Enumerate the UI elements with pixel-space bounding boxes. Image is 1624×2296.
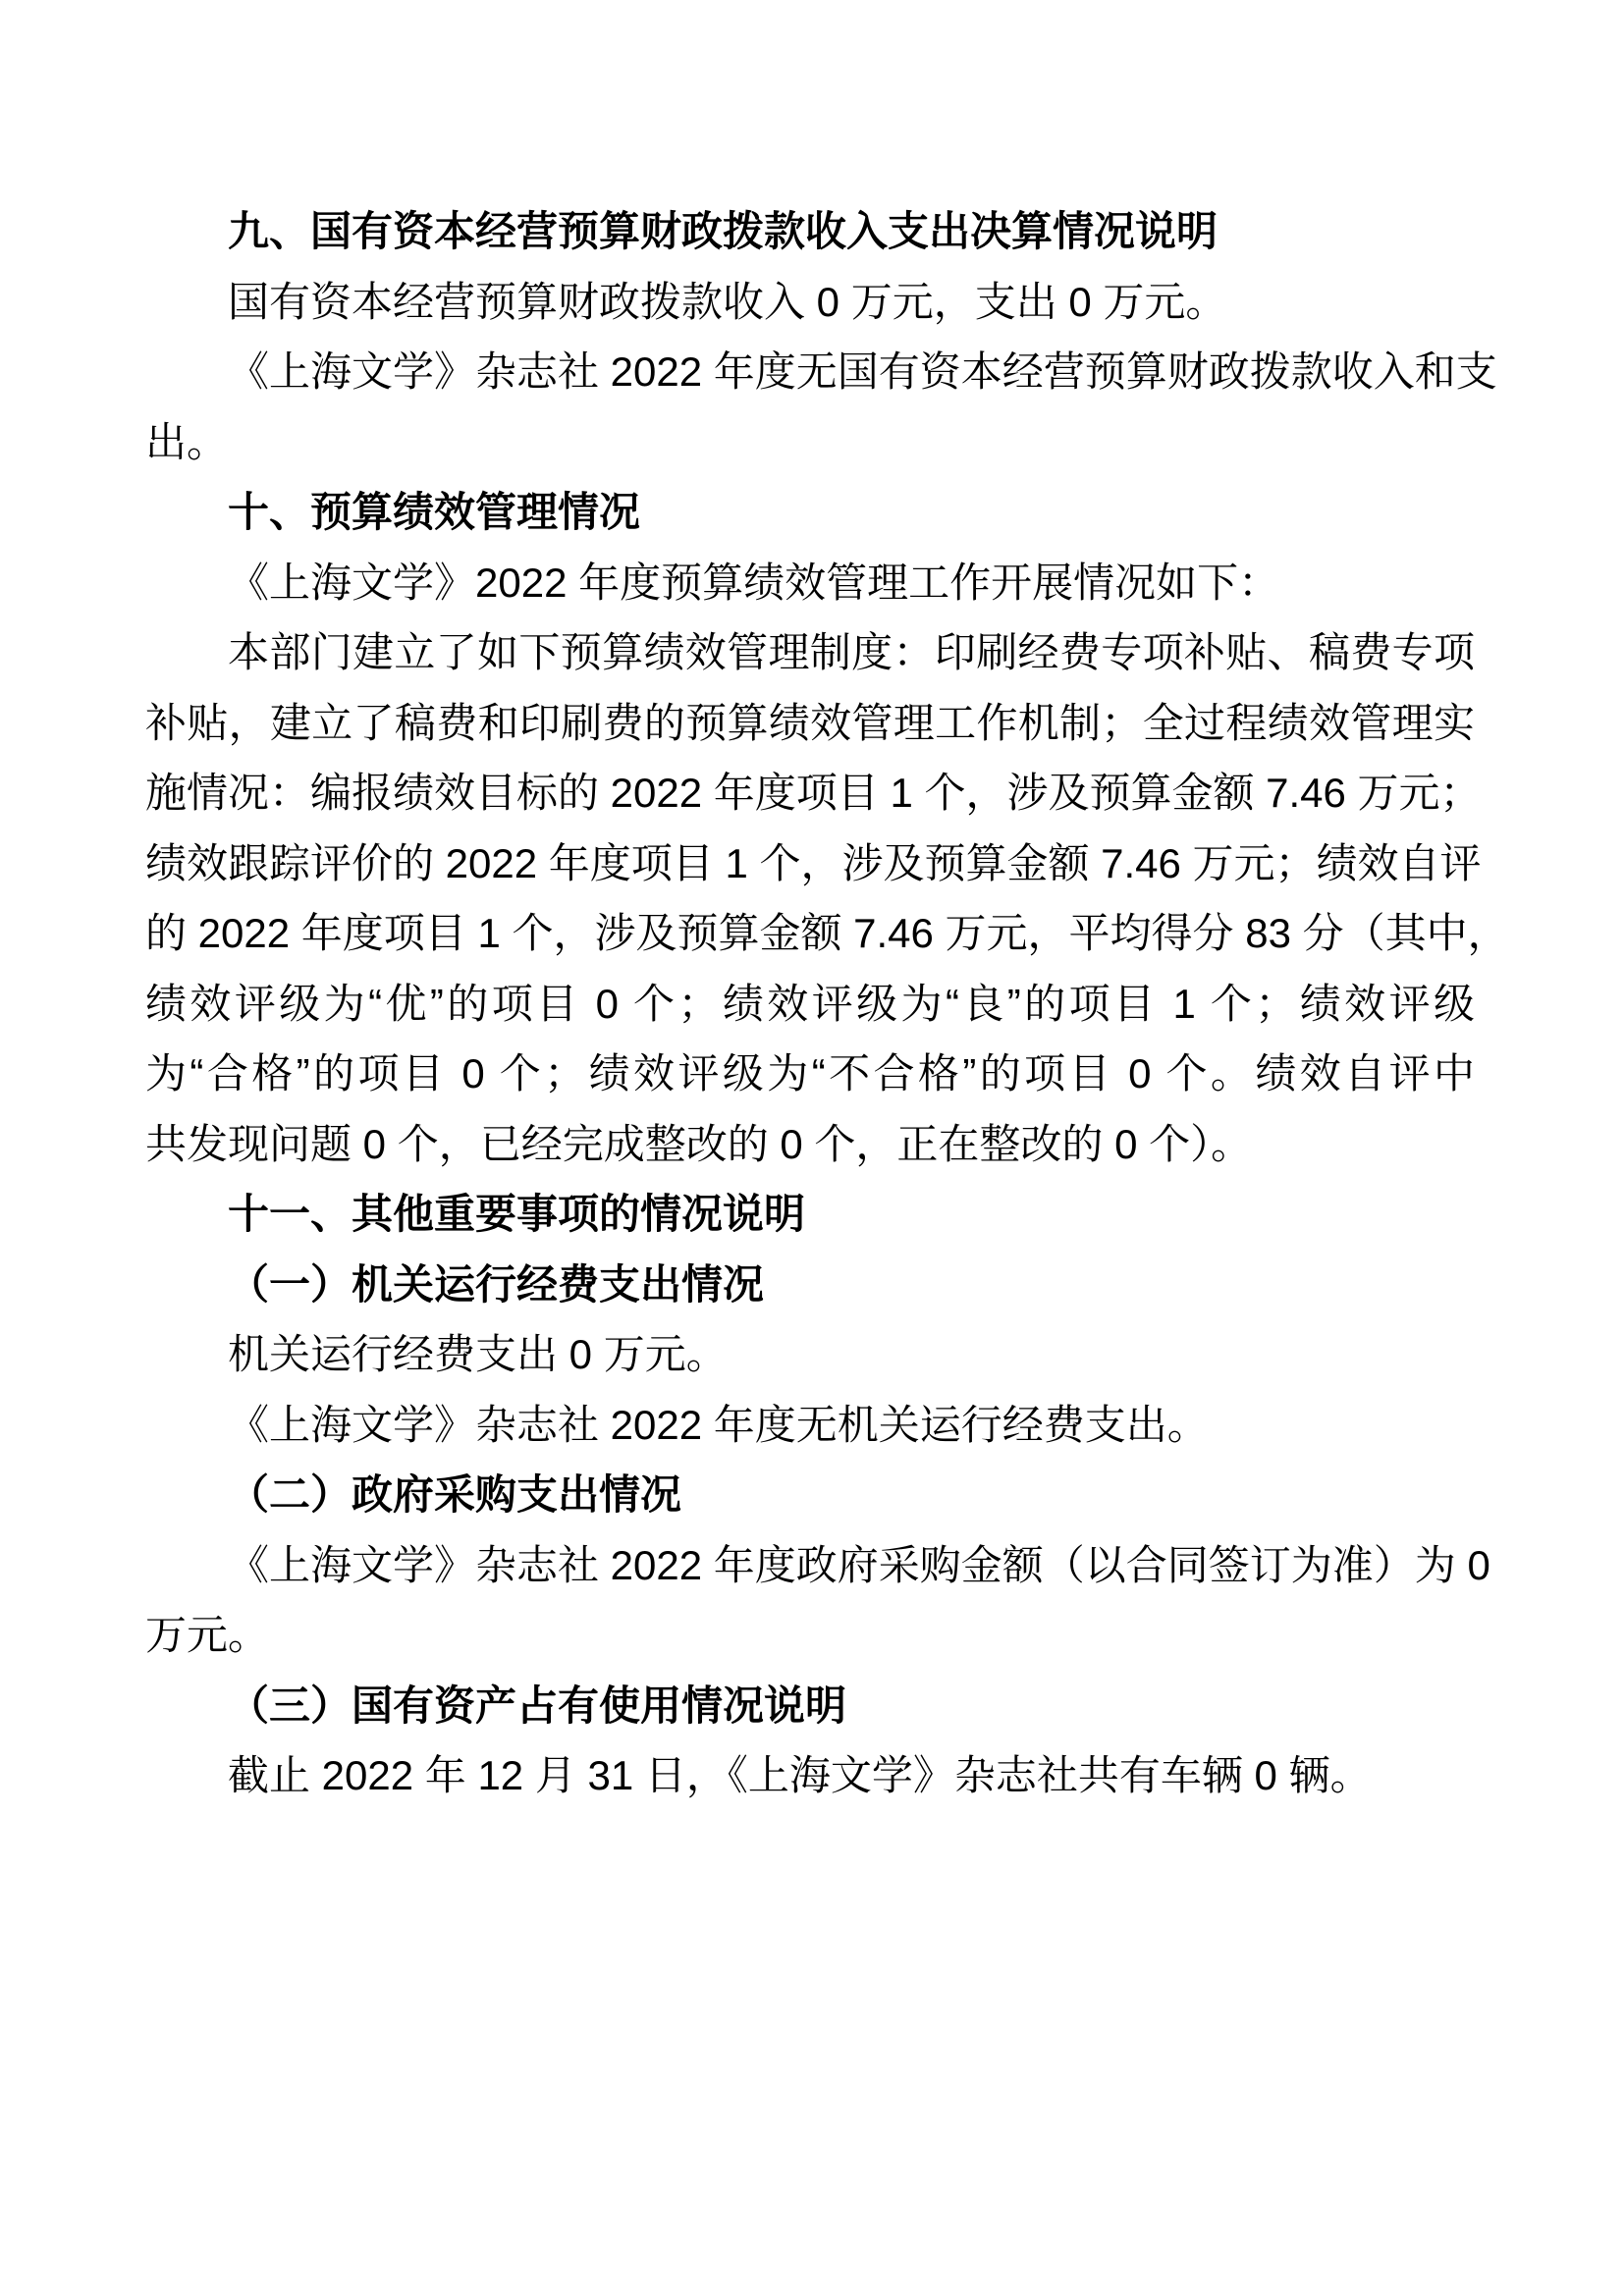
heading-section-ten: 十、预算绩效管理情况 [228, 489, 641, 535]
line-performance-text-2: 补贴，建立了稿费和印刷费的预算绩效管理工作机制；全过程绩效管理实 [145, 699, 1475, 746]
line-operating-expense-note: 《上海文学》杂志社 2022 年度无机关运行经费支出。 [228, 1401, 1209, 1448]
heading-section-nine: 九、国有资本经营预算财政拨款收入支出决算情况说明 [228, 208, 1218, 254]
line-soe-budget-note-b: 出。 [145, 418, 229, 465]
line-performance-text-3: 施情况：编报绩效目标的 2022 年度项目 1 个，涉及预算金额 7.46 万元； [145, 770, 1482, 816]
line-performance-text-5: 的 2022 年度项目 1 个，涉及预算金额 7.46 万元，平均得分 83 分（其中， [145, 910, 1509, 956]
heading-sub-section-two: （二）政府采购支出情况 [228, 1471, 682, 1518]
heading-section-eleven: 十一、其他重要事项的情况说明 [228, 1191, 806, 1237]
line-procurement-note-b: 万元。 [145, 1612, 270, 1658]
line-vehicles-note: 截止 2022 年 12 月 31 日，《上海文学》杂志社共有车辆 0 辆。 [228, 1752, 1372, 1798]
line-performance-text-6: 绩效评级为“优”的项目 0 个；绩效评级为“良”的项目 1 个；绩效评级 [145, 980, 1475, 1027]
line-performance-text-8: 共发现问题 0 个，已经完成整改的 0 个，正在整改的 0 个）。 [145, 1120, 1253, 1167]
line-performance-text-7: 为“合格”的项目 0 个；绩效评级为“不合格”的项目 0 个。绩效自评中 [145, 1050, 1475, 1096]
line-performance-text-1: 本部门建立了如下预算绩效管理制度：印刷经费专项补贴、稿费专项 [228, 629, 1475, 675]
heading-sub-section-one: （一）机关运行经费支出情况 [228, 1260, 765, 1308]
line-performance-intro: 《上海文学》2022 年度预算绩效管理工作开展情况如下： [228, 559, 1280, 606]
line-soe-budget-amounts: 国有资本经营预算财政拨款收入 0 万元，支出 0 万元。 [228, 278, 1227, 325]
heading-sub-section-three: （三）国有资产占有使用情况说明 [228, 1682, 847, 1729]
document-body [145, 196, 1509, 1811]
line-operating-expense-amount: 机关运行经费支出 0 万元。 [228, 1331, 728, 1377]
line-procurement-note-a: 《上海文学》杂志社 2022 年度政府采购金额（以合同签订为准）为 0 [228, 1541, 1490, 1588]
line-performance-text-4: 绩效跟踪评价的 2022 年度项目 1 个，涉及预算金额 7.46 万元；绩效自评 [145, 839, 1482, 886]
line-soe-budget-note-a: 《上海文学》杂志社 2022 年度无国有资本经营预算财政拨款收入和支 [228, 348, 1497, 395]
